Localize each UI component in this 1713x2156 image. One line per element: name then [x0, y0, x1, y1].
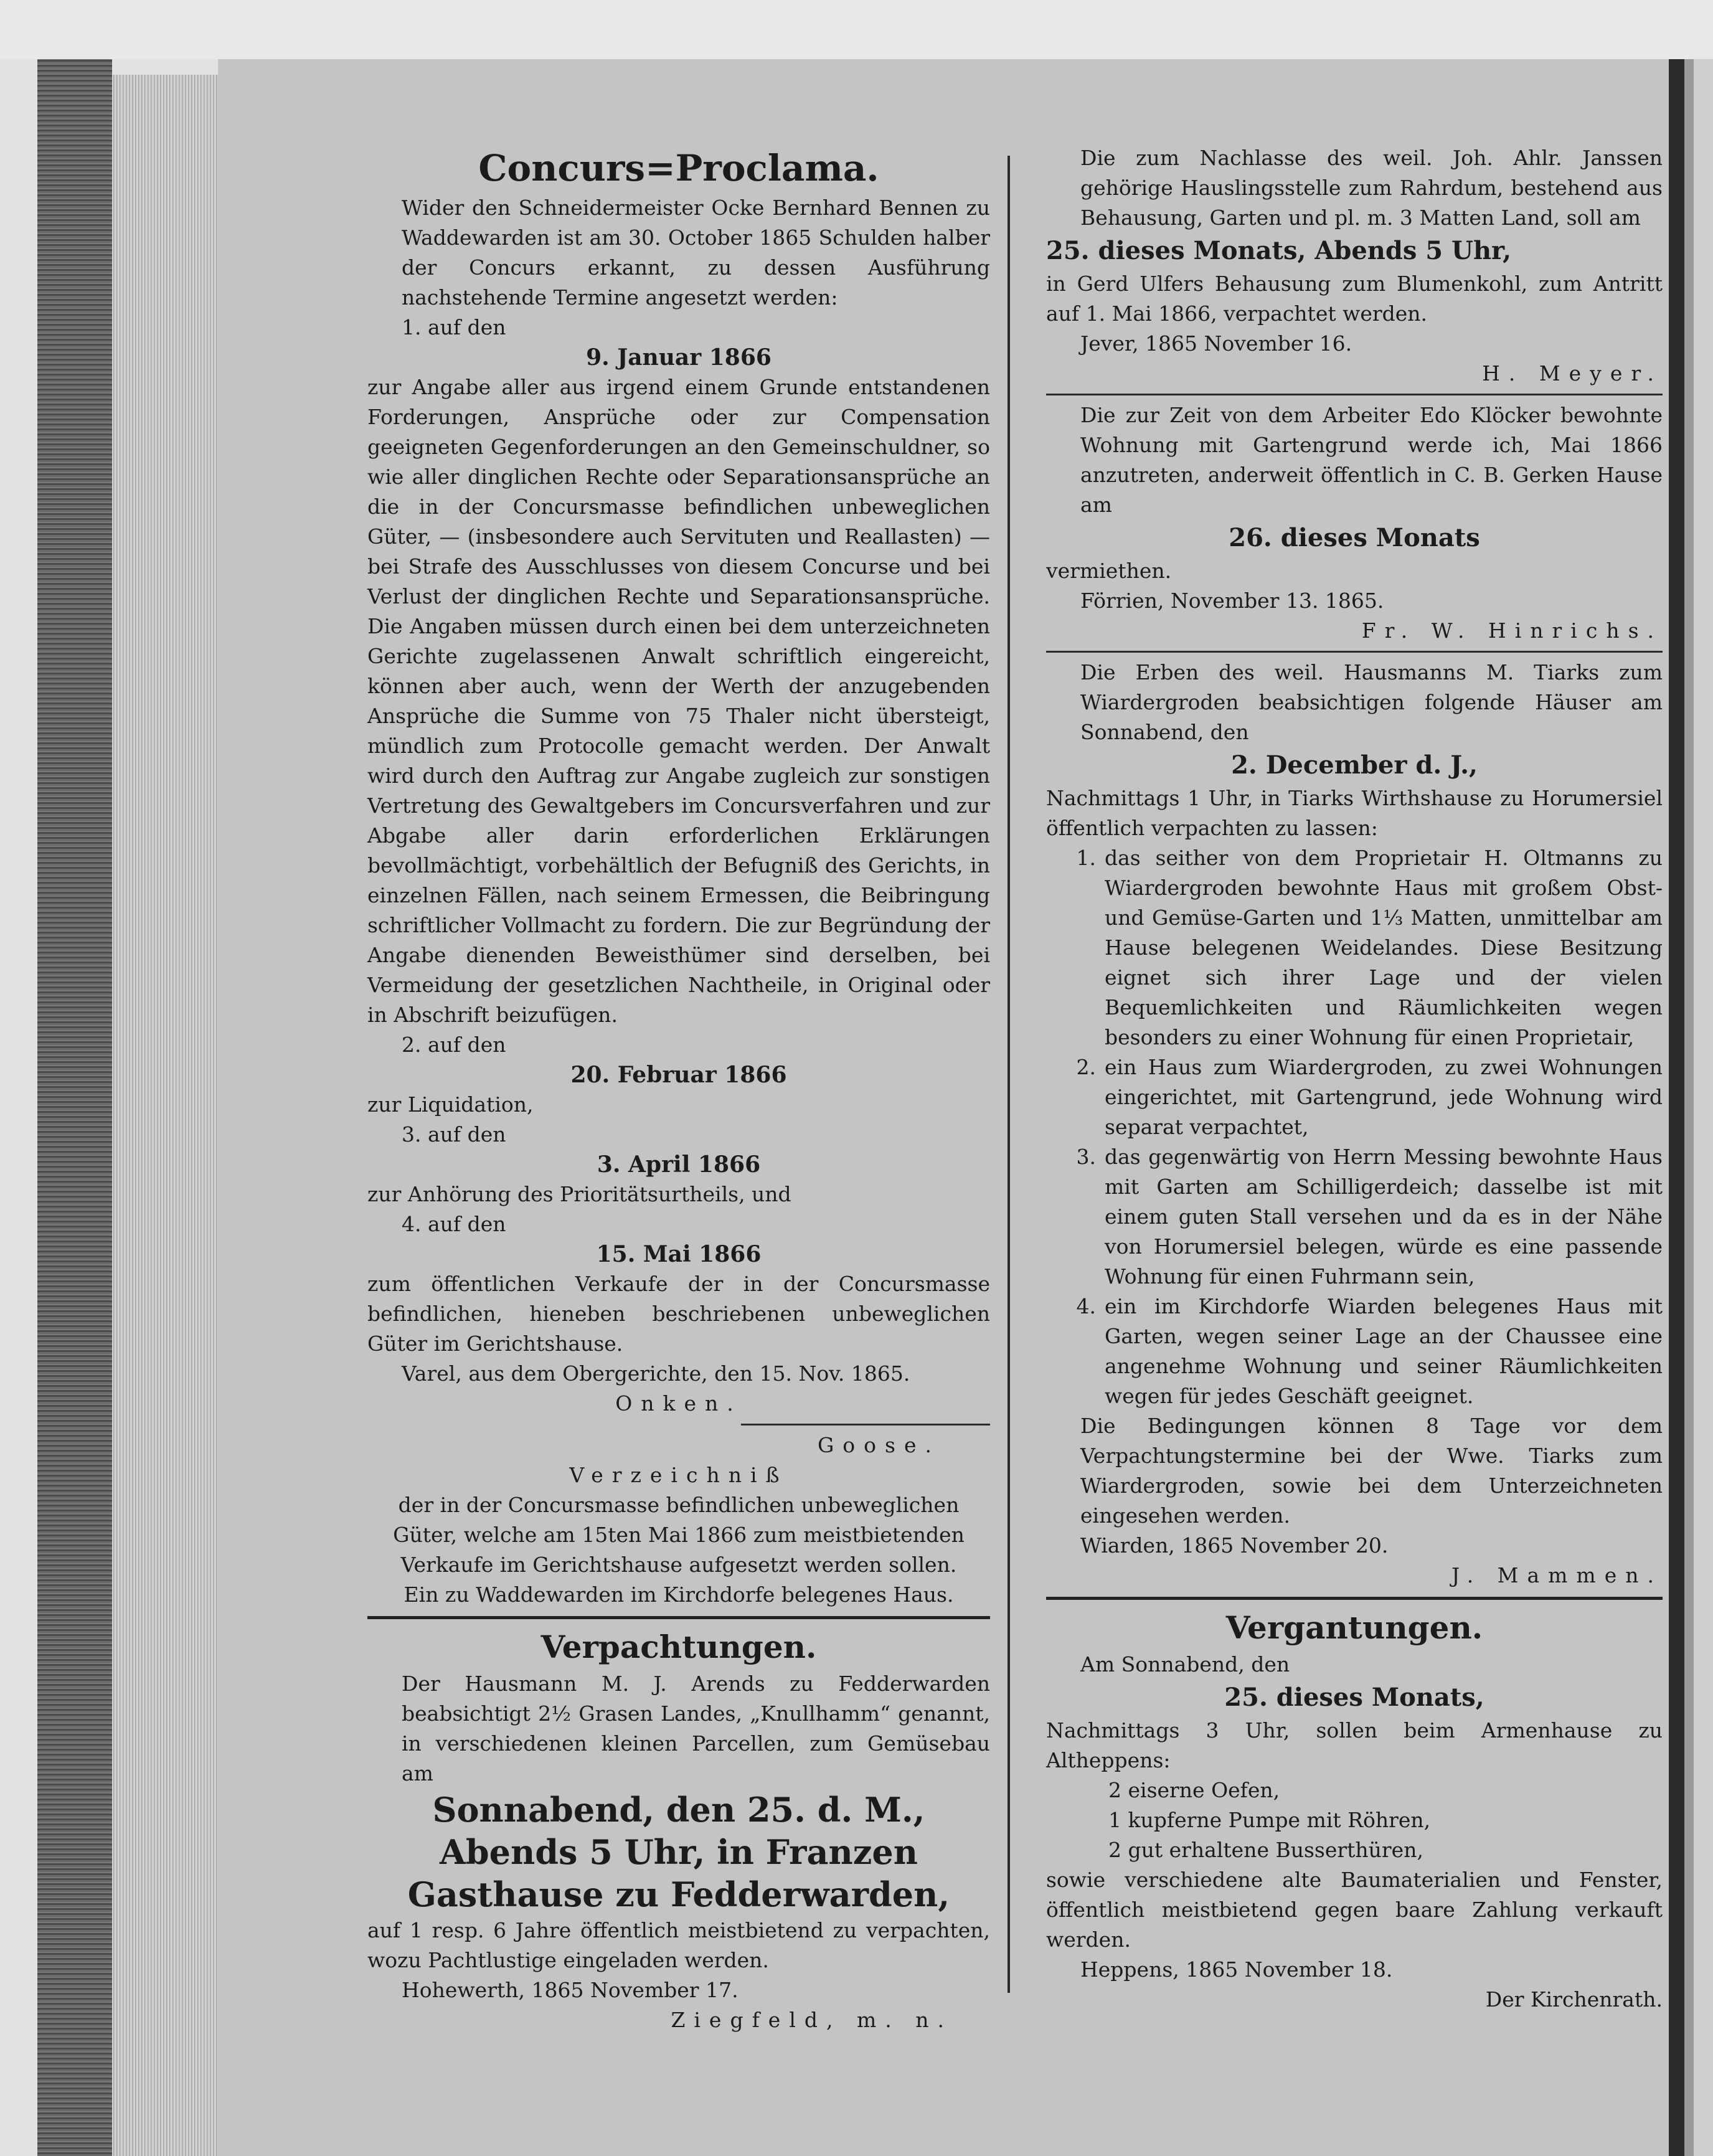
- ad1-signature: H. Meyer.: [1482, 361, 1663, 385]
- list-item-text: ein im Kirchdorfe Wiarden belegenes Haus mit Garten, wegen seiner Lage an der Chaussee eine angenehme Wohnung und seiner Räumlichkeiten wegen für jedes Geschäft geeignet.: [1105, 1294, 1663, 1408]
- term3-label: 3. auf den: [402, 1122, 506, 1147]
- rule: [1046, 394, 1663, 395]
- signature-onken: Onken.: [615, 1391, 742, 1416]
- ad3-place: Wiarden, 1865 November 20.: [1080, 1533, 1389, 1558]
- term3-text: zur Anhörung des Prioritätsurtheils, und: [367, 1182, 791, 1206]
- term1-label: 1. auf den: [402, 315, 506, 339]
- book-gutter: [1669, 59, 1713, 2156]
- right-column: [1046, 143, 1663, 2015]
- section-title-vergantungen: Vergantungen.: [1225, 1609, 1483, 1646]
- list-item-number: 1.: [1076, 846, 1096, 870]
- notice-intro: Wider den Schneidermeister Ocke Bernhard Bennen zu Waddewarden ist am 30. October 1865 Schulden halber der Concurs erkannt, zu dessen Ausführung nachstehende Termine angesetzt werden:: [402, 196, 990, 310]
- book-cover-edge: [37, 59, 112, 2156]
- term1-text: zur Angabe aller aus irgend einem Grunde entstandenen Forderungen, Ansprüche oder zur Compensation geeigneten Gegenforderungen an den Gemeinschuldner, so wie aller dinglichen Rechte oder Separationsansprüche an die in der Concursmasse befindlichen unbeweglichen Güter, — (insbesondere auch Servituten und Reallasten) — bei Strafe des Ausschlusses von diesem Concurse und bei Verlust der dinglichen Rechte und Separationsansprüche. Die Angaben müssen durch einen bei dem unterzeichneten Gerichte zugelassenen Anwalt schriftlich eingereicht, können aber auch, wenn der Werth der anzugebenden Ansprüche die Summe von 75 Thaler nicht übersteigt, mündlich zum Protocolle gemacht werden. Der Anwalt wird durch den Auftrag zur Angabe zugleich zur sonstigen Vertretung des Gewaltgebers im Concursverfahren und zur Abgabe aller darin erforderlichen Erklärungen bevollmächtigt, vorbehältlich der Befugniß des Gerichts, in einzelnen Fällen, nach seinem Ermessen, die Beibringung schriftlicher Vollmacht zu fordern. Die zur Begründung der Angabe dienenden Beweisthümer sind derselben, bei Vermeidung der gesetzlichen Nachtheile, in Original oder in Abschrift beizufügen.: [367, 375, 990, 1027]
- ad3-text2: Nachmittags 1 Uhr, in Tiarks Wirthshause zu Horumersiel öffentlich verpachten zu lassen:: [1046, 786, 1663, 840]
- list-item: [1046, 1292, 1663, 1411]
- v-place: Heppens, 1865 November 18.: [1080, 1957, 1393, 1982]
- list-item-number: 3.: [1076, 1145, 1096, 1169]
- ad3-text3: Die Bedingungen können 8 Tage vor dem Verpachtungstermine bei der Wwe. Tiarks zum Wiardergroden, sowie bei dem Unterzeichneten eingesehen werden.: [1080, 1414, 1663, 1528]
- ad3-text: Die Erben des weil. Hausmanns M. Tiarks zum Wiardergroden beabsichtigen folgende Häuser am Sonnabend, den: [1080, 660, 1663, 744]
- signature-goose: Goose.: [817, 1433, 940, 1457]
- ad1-text: Die zum Nachlasse des weil. Joh. Ahlr. Janssen gehörige Hauslingsstelle zum Rahrdum, bestehend aus Behausung, Garten und pl. m. 3 Matten Land, soll am: [1080, 146, 1663, 230]
- v-text: Am Sonnabend, den: [1080, 1652, 1290, 1676]
- list-item: [1046, 1142, 1663, 1292]
- list-item-number: 2.: [1076, 1055, 1096, 1079]
- rule: [1046, 651, 1663, 653]
- list-item: [1046, 843, 1663, 1052]
- ad3-list: [1046, 843, 1663, 1411]
- term2-text: zur Liquidation,: [367, 1092, 534, 1117]
- term3-date: 3. April 1866: [597, 1151, 761, 1178]
- ad2-text2: vermiethen.: [1046, 559, 1172, 583]
- verzeichnis-title: Verzeichniß: [569, 1463, 788, 1487]
- rule: [741, 1424, 990, 1426]
- ad3-date: 2. December d. J.,: [1231, 750, 1478, 780]
- v-text2: Nachmittags 3 Uhr, sollen beim Armenhause zu Altheppens:: [1046, 1718, 1663, 1772]
- section-rule: [1046, 1597, 1663, 1600]
- court-place-date: Varel, aus dem Obergerichte, den 15. Nov. 1865.: [402, 1361, 910, 1386]
- v-text3: sowie verschiedene alte Baumaterialien und Fenster, öffentlich meistbietend gegen baare Zahlung verkauft werden.: [1046, 1868, 1663, 1952]
- list-item-text: das seither von dem Proprietair H. Oltmanns zu Wiardergroden bewohnte Haus mit großem Obst- und Gemüse-Garten und 1⅓ Matten, unmittelbar am Hause belegenen Weidelandes. Diese Besitzung eignet sich ihrer Lage und der vielen Bequemlichkeiten und Räumlichkeiten wegen besonders zu einer Wohnung für einen Proprietair,: [1105, 846, 1663, 1049]
- v-date: 25. dieses Monats,: [1224, 1683, 1484, 1712]
- v-item: 1 kupferne Pumpe mit Röhren,: [1108, 1808, 1431, 1832]
- v-signature: Der Kirchenrath.: [1485, 1987, 1663, 2012]
- ad2-signature: Fr. W. Hinrichs.: [1361, 618, 1663, 643]
- ad1-date: 25. dieses Monats, Abends 5 Uhr,: [1046, 236, 1512, 265]
- section-title-verpachtungen: Verpachtungen.: [540, 1629, 817, 1665]
- verzeichnis-item: Ein zu Waddewarden im Kirchdorfe belegenes Haus.: [403, 1582, 954, 1607]
- ad1-text2: in Gerd Ulfers Behausung zum Blumenkohl, zum Antritt auf 1. Mai 1866, verpachtet werden.: [1046, 272, 1663, 326]
- verzeichnis-text: der in der Concursmasse befindlichen unbeweglichen Güter, welche am 15ten Mai 1866 zum meistbietenden Verkaufe im Gerichtshause aufgesetzt werden sollen.: [393, 1493, 965, 1577]
- pacht-signature: Ziegfeld, m. n.: [671, 2008, 953, 2032]
- pacht-place: Hohewerth, 1865 November 17.: [402, 1978, 739, 2002]
- list-item-text: das gegenwärtig von Herrn Messing bewohnte Haus mit Garten am Schilligerdeich; dasselbe ist mit einem guten Stall versehen und da es in der Nähe von Horumersiel belegen, würde es eine passende Wohnung für einen Fuhrmann sein,: [1105, 1145, 1663, 1288]
- v-item: 2 gut erhaltene Busserthüren,: [1108, 1838, 1423, 1862]
- pacht-text: Der Hausmann M. J. Arends zu Fedderwarden beabsichtigt 2½ Grasen Landes, „Knullhamm“ genannt, in verschiedenen kleinen Parcellen, zum Gemüsebau am: [402, 1671, 990, 1785]
- background-top: [0, 0, 1713, 59]
- term2-date: 20. Februar 1866: [570, 1062, 787, 1088]
- ad3-signature: J. Mammen.: [1451, 1563, 1663, 1587]
- list-item-text: ein Haus zum Wiardergroden, zu zwei Wohnungen eingerichtet, mit Gartengrund, jede Wohnung wird separat verpachtet,: [1105, 1055, 1663, 1139]
- ad1-place: Jever, 1865 November 16.: [1080, 331, 1352, 356]
- list-item: [1046, 1052, 1663, 1142]
- left-column: [367, 143, 990, 2035]
- notice-title: Concurs=Proclama.: [478, 147, 879, 189]
- term4-label: 4. auf den: [402, 1212, 506, 1236]
- ad2-place: Förrien, November 13. 1865.: [1080, 589, 1384, 613]
- section-rule: [367, 1616, 990, 1619]
- page-edges: [112, 75, 218, 2156]
- term2-label: 2. auf den: [402, 1033, 506, 1057]
- column-divider: [1008, 156, 1010, 1993]
- ad2-date: 26. dieses Monats: [1229, 523, 1480, 552]
- term1-date: 9. Januar 1866: [586, 344, 772, 371]
- term4-text: zum öffentlichen Verkaufe der in der Concursmasse befindlichen, hieneben beschriebenen unbeweglichen Güter im Gerichtshause.: [367, 1272, 990, 1356]
- pacht-text2: auf 1 resp. 6 Jahre öffentlich meistbietend zu verpachten, wozu Pachtlustige eingeladen werden.: [367, 1918, 990, 1972]
- ad2-text: Die zur Zeit von dem Arbeiter Edo Klöcker bewohnte Wohnung mit Gartengrund werde ich, Mai 1866 anzutreten, anderweit öffentlich in C. B. Gerken Hause am: [1080, 403, 1663, 517]
- list-item-number: 4.: [1076, 1294, 1096, 1318]
- term4-date: 15. Mai 1866: [596, 1241, 762, 1267]
- v-item: 2 eiserne Oefen,: [1108, 1778, 1280, 1802]
- pacht-date: Sonnabend, den 25. d. M., Abends 5 Uhr, in Franzen Gasthause zu Fedderwarden,: [407, 1790, 950, 1914]
